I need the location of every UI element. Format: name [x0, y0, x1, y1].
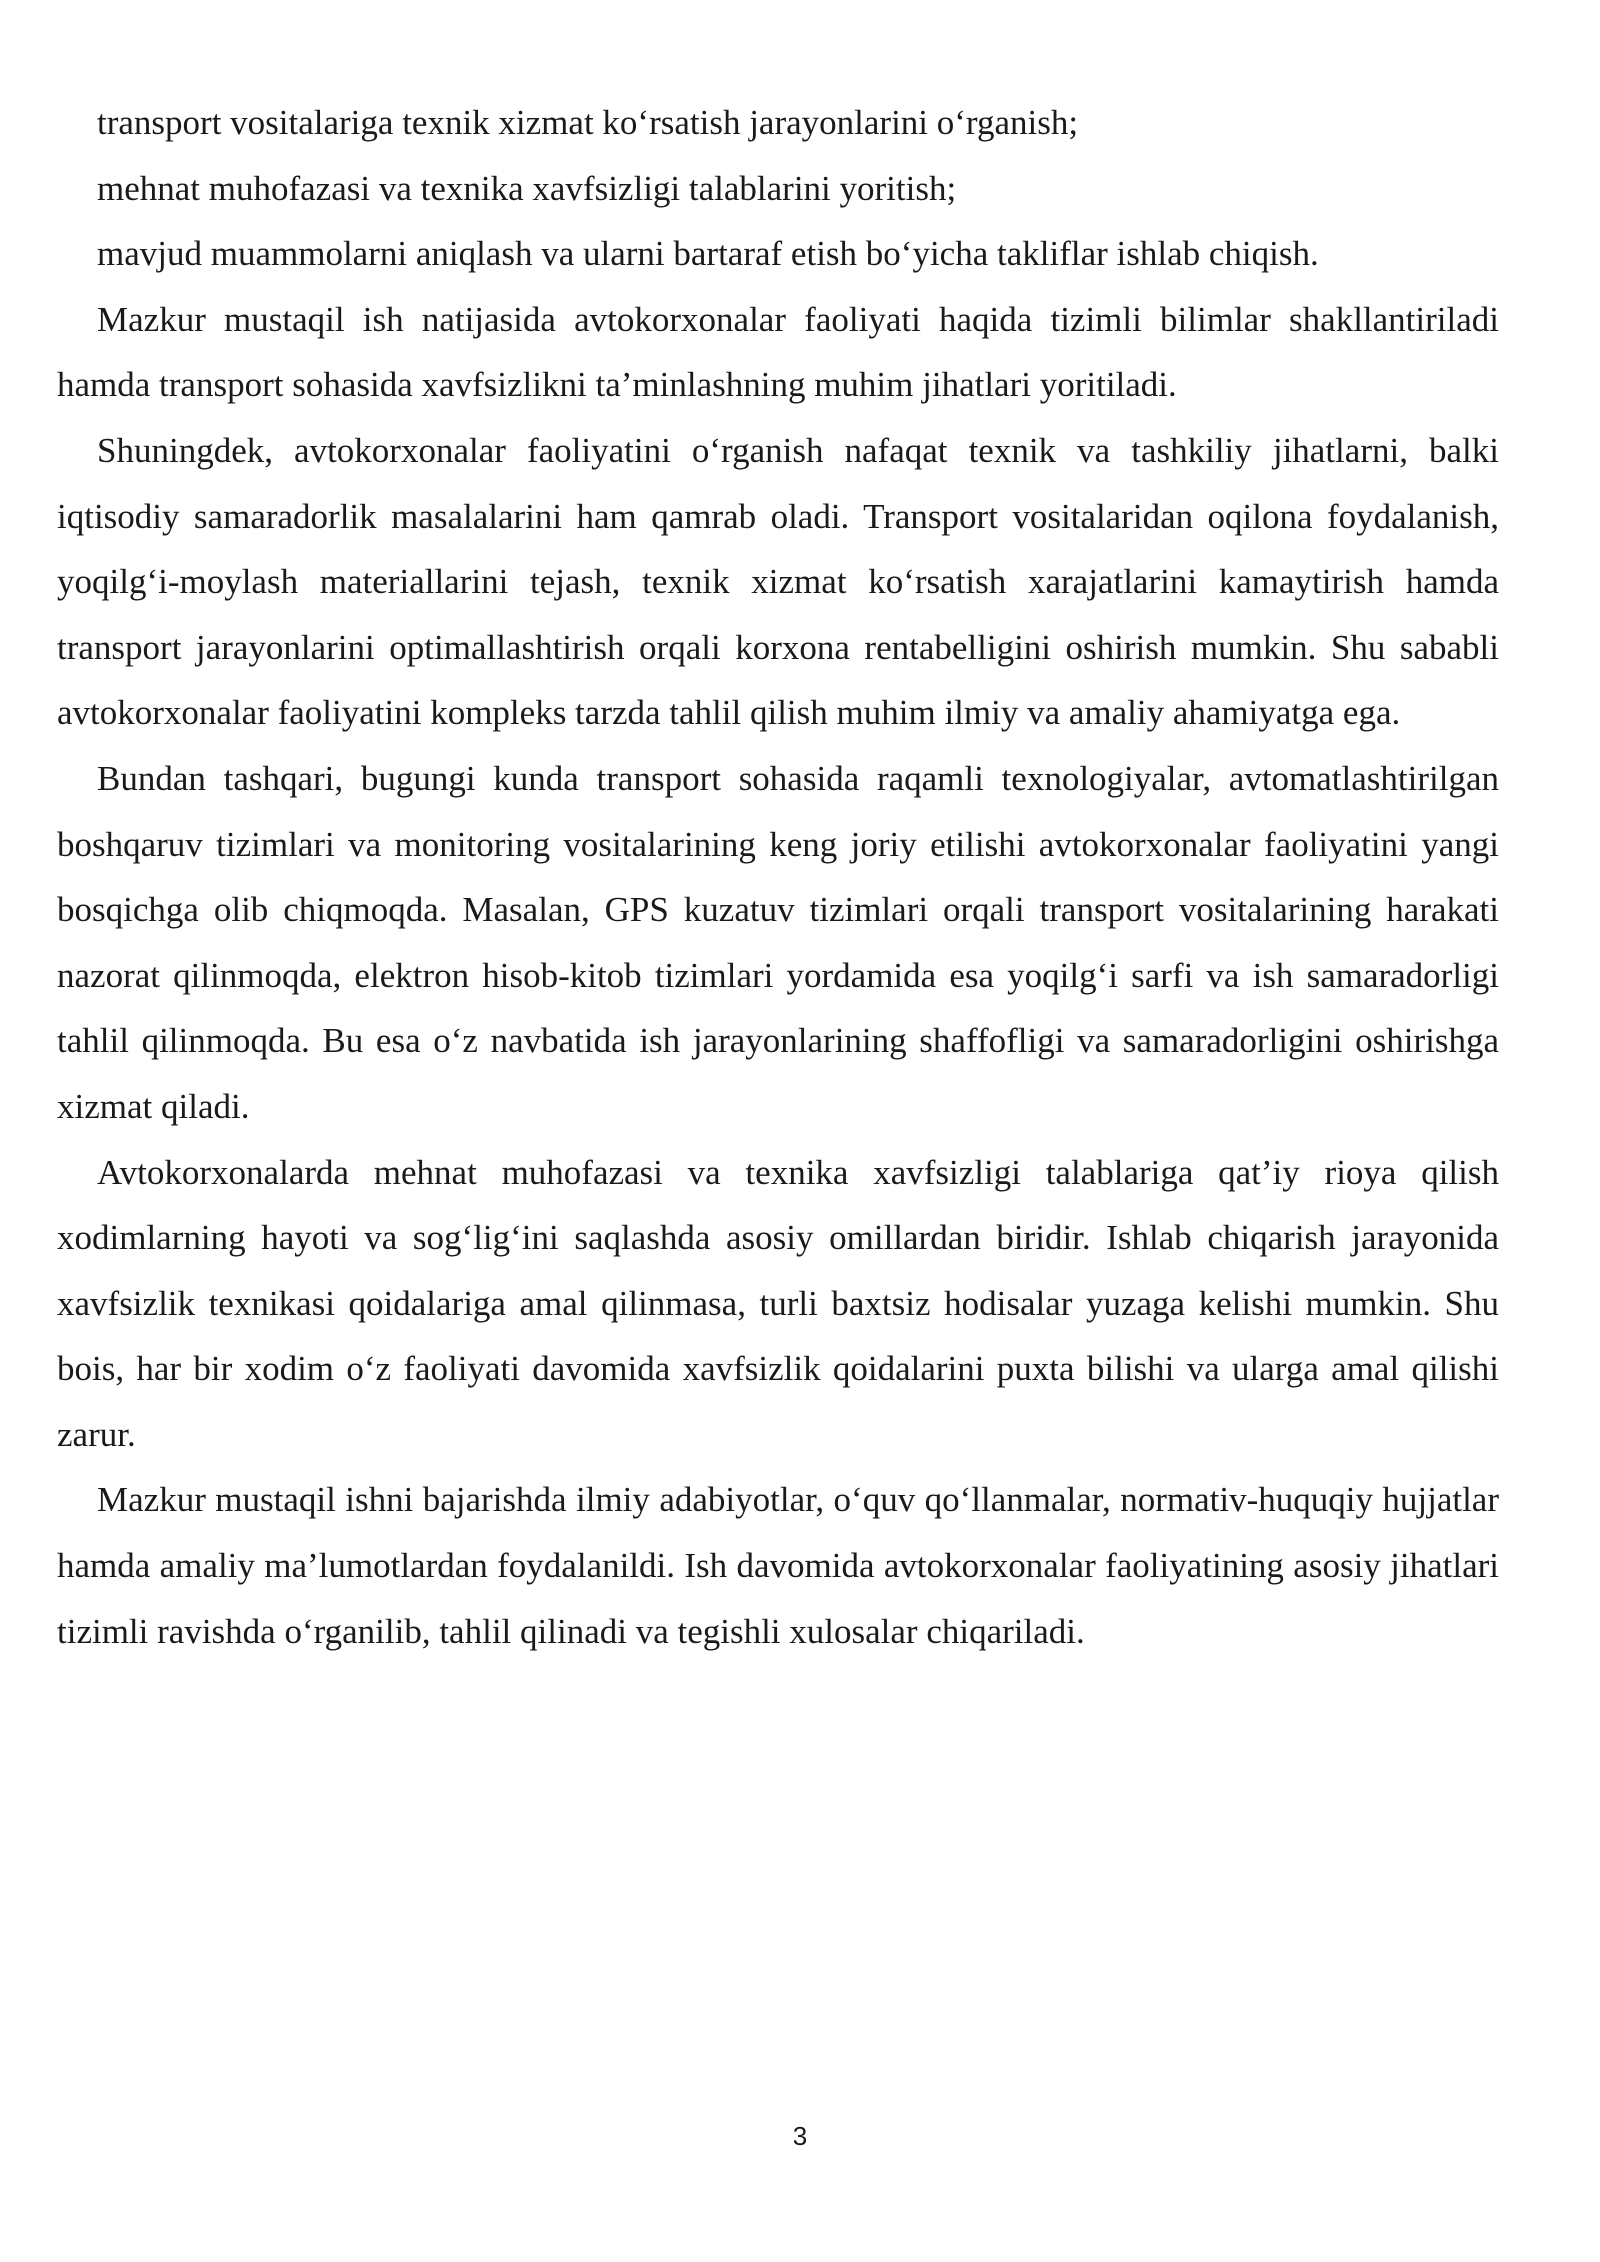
paragraph-results: Mazkur mustaqil ish natijasida avtokorxonalar faoliyati haqida tizimli bilimlar shakllantiriladi hamda transport sohasida xavfsizlikni ta’minlashning muhim jihatlari yoritiladi.	[57, 299, 1499, 405]
page-number: 3	[792, 2121, 808, 2151]
paragraph-sources-conclusion: Mazkur mustaqil ishni bajarishda ilmiy adabiyotlar, o‘quv qo‘llanmalar, normativ-huquqiy hujjatlar hamda amaliy ma’lumotlardan foydalanildi. Ish davomida avtokorxonalar faoliyatining asosiy jihatlari tizimli ravishda o‘rganilib, tahlil qilinadi va tegishli xulosalar chiqariladi.	[57, 1480, 1499, 1651]
list-item-study-maintenance: transport vositalariga texnik xizmat ko‘rsatish jarayonlarini o‘rganish;	[97, 103, 1079, 142]
document-body	[57, 90, 1499, 1664]
paragraph-digital-technologies: Bundan tashqari, bugungi kunda transport sohasida raqamli texnologiyalar, avtomatlashtirilgan boshqaruv tizimlari va monitoring vositalarining keng joriy etilishi avtokorxonalar faoliyatini yangi bosqichga olib chiqmoqda. Masalan, GPS kuzatuv tizimlari orqali transport vositalarining harakati nazorat qilinmoqda, elektron hisob-kitob tizimlari yordamida esa yoqilg‘i sarfi va ish samaradorligi tahlil qilinmoqda. Bu esa o‘z navbatida ish jarayonlarining shaffofligi va samaradorligini oshirishga xizmat qiladi.	[57, 758, 1499, 1126]
list-item-problems-proposals: mavjud muammolarni aniqlash va ularni bartaraf etish bo‘yicha takliflar ishlab chiqish.	[97, 234, 1319, 274]
list-item-labor-safety: mehnat muhofazasi va texnika xavfsizligi talablarini yoritish;	[97, 168, 957, 208]
paragraph-safety-requirements: Avtokorxonalarda mehnat muhofazasi va texnika xavfsizligi talablariga qat’iy rioya qilish xodimlarning hayoti va sog‘lig‘ini saqlashda asosiy omillardan biridir. Ishlab chiqarish jarayonida xavfsizlik texnikasi qoidalariga amal qilinmasa, turli baxtsiz hodisalar yuzaga kelishi mumkin. Shu bois, har bir xodim o‘z faoliyati davomida xavfsizlik qoidalarini puxta bilishi va ularga amal qilishi zarur.	[57, 1152, 1499, 1454]
paragraph-economic-efficiency: Shuningdek, avtokorxonalar faoliyatini o‘rganish nafaqat texnik va tashkiliy jihatlarni, balki iqtisodiy samaradorlik masalalarini ham qamrab oladi. Transport vositalaridan oqilona foydalanish, yoqilg‘i-moylash materiallarini tejash, texnik xizmat ko‘rsatish xarajatlarini kamaytirish hamda transport jarayonlarini optimallashtirish orqali korxona rentabelligini oshirish mumkin. Shu sababli avtokorxonalar faoliyatini kompleks tarzda tahlil qilish muhim ilmiy va amaliy ahamiyatga ega.	[57, 430, 1499, 733]
